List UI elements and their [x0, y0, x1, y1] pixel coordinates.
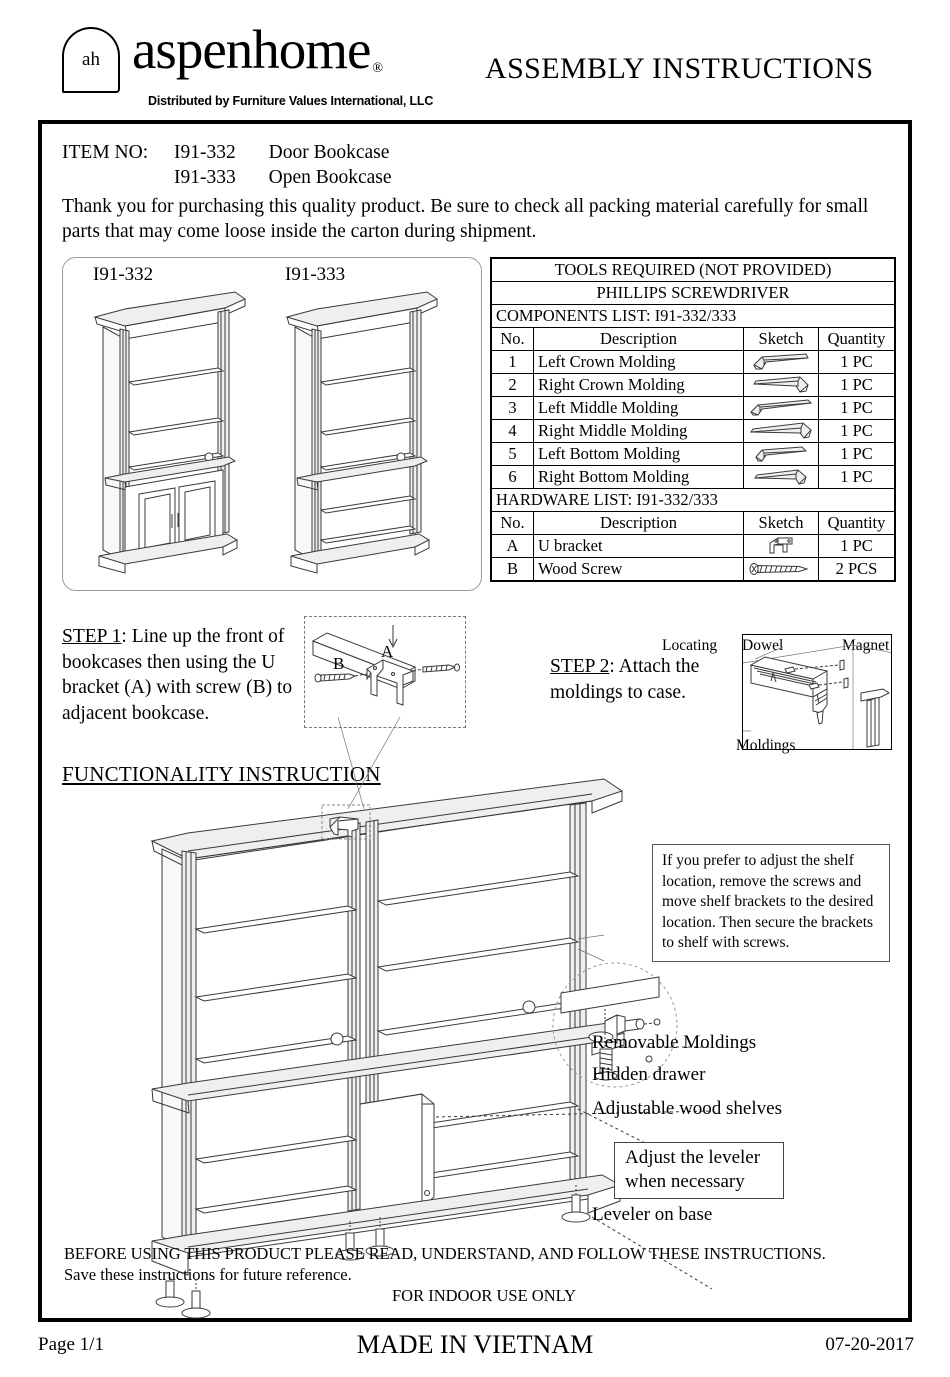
hardware-header-sketch: Sketch — [744, 512, 819, 535]
component-quantity: 1 PC — [819, 466, 895, 489]
thank-you-text: Thank you for purchasing this quality product. Be sure to check all packing material carefully for small parts that may come loose inside the carton during shipment. — [62, 196, 869, 242]
molding-middle-left-icon — [744, 397, 819, 420]
leveler-note-box: Adjust the leveler when necessary — [614, 1142, 784, 1199]
molding-crown-left-icon — [744, 351, 819, 374]
step2-instruction — [550, 654, 740, 705]
step2-molding-diagram — [743, 635, 892, 750]
product-preview-box — [62, 257, 482, 591]
item-code-1: I91-332 — [174, 142, 236, 163]
molding-crown-right-icon — [744, 374, 819, 397]
table-row — [492, 351, 895, 374]
hardware-description: Wood Screw — [534, 558, 744, 581]
step1-label-a: A — [381, 642, 394, 661]
component-no: 3 — [492, 397, 534, 420]
component-no: 6 — [492, 466, 534, 489]
step1-label-b: B — [333, 654, 345, 673]
molding-bottom-right-icon — [744, 466, 819, 489]
callout-removable-moldings: Removable Moldings — [592, 1032, 757, 1053]
step2-diagram — [742, 634, 892, 750]
hardware-title-row — [492, 489, 895, 512]
made-in-text: MADE IN VIETNAM — [356, 1330, 594, 1359]
callout-adjustable-shelves: Adjustable wood shelves — [592, 1098, 782, 1119]
component-quantity: 1 PC — [819, 443, 895, 466]
table-row — [492, 420, 895, 443]
parts-tables — [490, 257, 896, 582]
tools-title-row — [492, 259, 895, 282]
step1-label: STEP 1 — [62, 626, 122, 647]
item-info-block — [62, 140, 892, 244]
components-header-row — [492, 328, 895, 351]
tools-item-row — [492, 282, 895, 305]
components-title-row — [492, 305, 895, 328]
table-row — [492, 558, 895, 581]
tools-required-item: PHILLIPS SCREWDRIVER — [492, 282, 895, 305]
molding-bottom-left-icon — [744, 443, 819, 466]
tools-required-title: TOOLS REQUIRED (NOT PROVIDED) — [492, 259, 895, 282]
page-footer — [0, 1330, 950, 1377]
table-row — [492, 443, 895, 466]
table-row — [492, 466, 895, 489]
step2-label-moldings: Moldings — [736, 737, 796, 754]
hardware-header-desc: Description — [534, 512, 744, 535]
molding-middle-right-icon — [744, 420, 819, 443]
safety-note-2: Save these instructions for future reference. — [64, 1265, 352, 1284]
ah-monogram-icon — [62, 27, 120, 93]
components-header-no: No. — [492, 328, 534, 351]
screw-icon — [744, 558, 819, 581]
page-header — [0, 0, 950, 118]
preview-label-left: I91-332 — [93, 264, 154, 285]
component-quantity: 1 PC — [819, 420, 895, 443]
step2-label-locating: Locating — [662, 637, 718, 654]
component-quantity: 1 PC — [819, 397, 895, 420]
bookcase-door-illustration — [95, 292, 245, 573]
step1-bracket-diagram — [305, 617, 465, 727]
safety-note-1: BEFORE USING THIS PRODUCT PLEASE READ, UNDERSTAND, AND FOLLOW THESE INSTRUCTIONS. — [64, 1244, 826, 1263]
step1-body: : Line up the front of bookcases then using the U bracket (A) with screw (B) to adjacent bookcase. — [62, 626, 293, 724]
hardware-header-qty: Quantity — [819, 512, 895, 535]
hardware-header-no: No. — [492, 512, 534, 535]
safety-note-3: FOR INDOOR USE ONLY — [392, 1286, 576, 1305]
hardware-list-title: HARDWARE LIST: I91-332/333 — [492, 489, 895, 512]
main-content-frame — [38, 120, 912, 1322]
step2-label-dowel: Dowel — [742, 637, 784, 654]
page-title: ASSEMBLY INSTRUCTIONS — [485, 52, 874, 85]
component-description: Right Crown Molding — [534, 374, 744, 397]
component-no: 1 — [492, 351, 534, 374]
component-description: Left Middle Molding — [534, 397, 744, 420]
distributor-text: Distributed by Furniture Values International, LLC — [148, 94, 434, 108]
u-bracket-icon — [744, 535, 819, 558]
components-header-qty: Quantity — [819, 328, 895, 351]
component-no: 4 — [492, 420, 534, 443]
hardware-header-row — [492, 512, 895, 535]
safety-notes — [64, 1244, 894, 1306]
revision-date: 07-20-2017 — [825, 1334, 914, 1355]
preview-label-right: I91-333 — [285, 264, 346, 285]
component-description: Right Middle Molding — [534, 420, 744, 443]
tools-table — [491, 258, 895, 581]
step2-label-magnet: Magnet — [842, 637, 890, 654]
bookcase-open-illustration — [287, 292, 437, 573]
component-description: Left Crown Molding — [534, 351, 744, 374]
component-description: Left Bottom Molding — [534, 443, 744, 466]
table-row — [492, 374, 895, 397]
hardware-quantity: 1 PC — [819, 535, 895, 558]
hardware-quantity: 2 PCS — [819, 558, 895, 581]
step1-instruction — [62, 624, 312, 726]
brand-name: aspenhome — [132, 19, 371, 80]
page-number: Page 1/1 — [38, 1334, 104, 1355]
registered-mark-icon: ® — [372, 61, 384, 77]
step2-label: STEP 2 — [550, 656, 610, 677]
table-row — [492, 535, 895, 558]
table-row — [492, 397, 895, 420]
callout-leveler-on-base: Leveler on base — [592, 1204, 713, 1225]
item-code-2: I91-333 — [174, 167, 236, 188]
bookcase-preview-illustrations — [63, 282, 483, 582]
shelf-adjustment-note: If you prefer to adjust the shelf location, remove the screws and move shelf brackets to the desired location. Then secure the brackets to shelf with screws. — [652, 844, 890, 962]
ah-monogram-text: ah — [82, 49, 100, 70]
component-quantity: 1 PC — [819, 351, 895, 374]
step2-body: : Attach the moldings to case. — [550, 656, 700, 703]
item-name-1: Door Bookcase — [268, 142, 390, 163]
callout-hidden-drawer: Hidden drawer — [592, 1064, 706, 1085]
step1-diagram — [304, 616, 466, 728]
components-header-sketch: Sketch — [744, 328, 819, 351]
hardware-description: U bracket — [534, 535, 744, 558]
component-no: 2 — [492, 374, 534, 397]
components-header-desc: Description — [534, 328, 744, 351]
item-no-label: ITEM NO: — [62, 142, 149, 163]
hardware-no: B — [492, 558, 534, 581]
item-row-1 — [62, 140, 892, 165]
item-name-2: Open Bookcase — [268, 167, 392, 188]
hardware-no: A — [492, 535, 534, 558]
component-no: 5 — [492, 443, 534, 466]
item-row-2 — [62, 165, 892, 190]
component-quantity: 1 PC — [819, 374, 895, 397]
functionality-heading: FUNCTIONALITY INSTRUCTION — [62, 762, 381, 786]
components-list-title: COMPONENTS LIST: I91-332/333 — [492, 305, 895, 328]
component-description: Right Bottom Molding — [534, 466, 744, 489]
brand-logo-block — [62, 19, 482, 108]
